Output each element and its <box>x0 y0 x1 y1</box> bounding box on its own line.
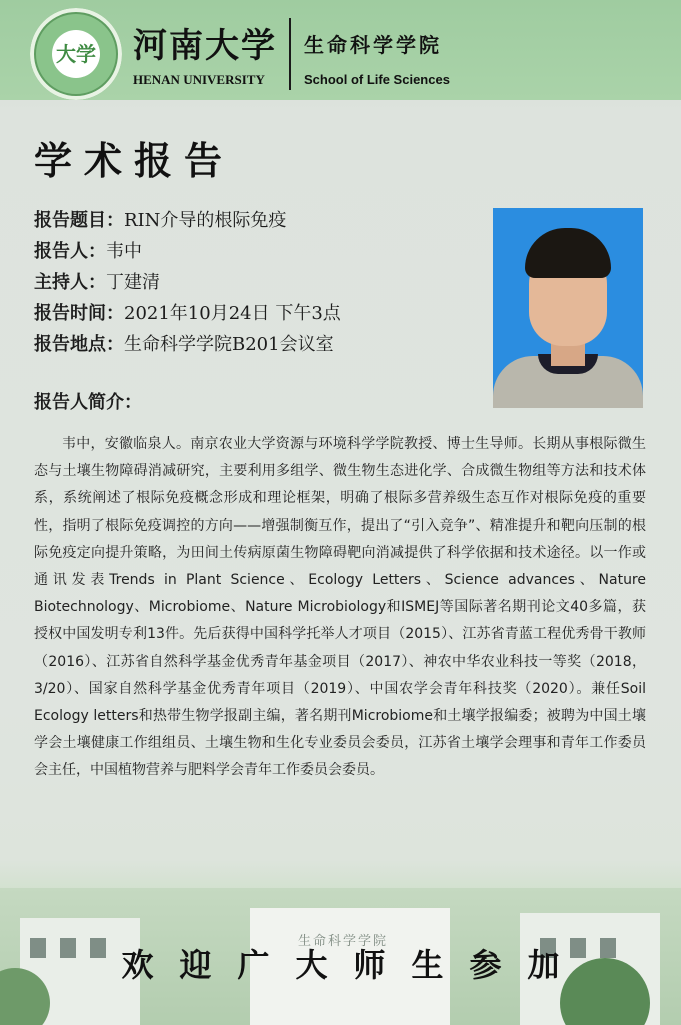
school-name-en: School of Life Sciences <box>304 72 450 87</box>
info-value: 2021年10月24日 下午3点 <box>124 303 341 324</box>
header-divider <box>289 18 291 90</box>
report-info <box>34 205 484 360</box>
info-label: 报告人： <box>34 241 106 262</box>
university-logo <box>30 8 122 100</box>
info-label: 报告地点： <box>34 334 124 355</box>
info-row-host <box>34 267 484 298</box>
info-value: RIN介导的根际免疫 <box>124 210 287 231</box>
info-value: 生命科学学院B201会议室 <box>124 334 334 355</box>
page-title: 学术报告 <box>34 138 235 183</box>
welcome-message: 欢迎广大师生参加 <box>121 946 586 984</box>
bio-text: 韦中，安徽临泉人。南京农业大学资源与环境科学学院教授、博士生导师。长期从事根际微生态与土壤生物障碍消减研究，主要利用多组学、微生物生态进化学、合成微生物组等方法和技术体系，系统阐述了根际免疫概念形成和理论框架，明确了根际多营养级生态互作对根际免疫的重要性，指明了根际免疫调控的方向——增强制衡互作，提出了“引入竞争”、精准提升和靶向压制的根际免疫定向提升策略，为田间土传病原菌生物障碍靶向消减提供了科学依据和技术途径。以一作或通讯发表Trends in Plant Science、Ecology Letters、Science advances、Nature Biotechnology、Microbiome、Nature Microbiology和ISMEJ等国际著名期刊论文40多篇，获授权中国发明专利13件。先后获得中国科学托举人才项目（2015）、江苏省青蓝工程优秀骨干教师（2016）、江苏省自然科学基金优秀青年基金项目（2017）、神农中华农业科技一等奖（2018，3/20）、国家自然科学基金优秀青年项目（2019）、中国农学会青年科技奖（2020）。兼任Soil Ecology letters和热带生物学报副主编，著名期刊Microbiome和土壤学报编委；被聘为中国土壤学会土壤健康工作组组员、土壤生物和生化专业委员会委员，江苏省土壤学会理事和青年工作委员会主任，中国植物营养与肥料学会青年工作委员会委员。 <box>34 436 646 779</box>
bio-heading: 报告人简介： <box>34 392 142 413</box>
school-name-cn: 生命科学学院 <box>304 33 442 57</box>
header-banner <box>0 0 681 100</box>
university-name-en: HENAN UNIVERSITY <box>133 72 265 87</box>
info-row-topic <box>34 205 484 236</box>
gate-sign: 生命科学学院 <box>298 934 389 949</box>
info-label: 报告时间： <box>34 303 124 324</box>
info-row-location <box>34 329 484 360</box>
logo-emblem: 大学 <box>52 30 100 78</box>
info-label: 报告题目： <box>34 210 124 231</box>
info-label: 主持人： <box>34 272 106 293</box>
info-value: 丁建清 <box>106 272 160 293</box>
university-name-cn: 河南大学 <box>133 26 277 66</box>
info-value: 韦中 <box>106 241 142 262</box>
speaker-photo <box>493 208 643 408</box>
info-row-time <box>34 298 484 329</box>
info-row-speaker <box>34 236 484 267</box>
